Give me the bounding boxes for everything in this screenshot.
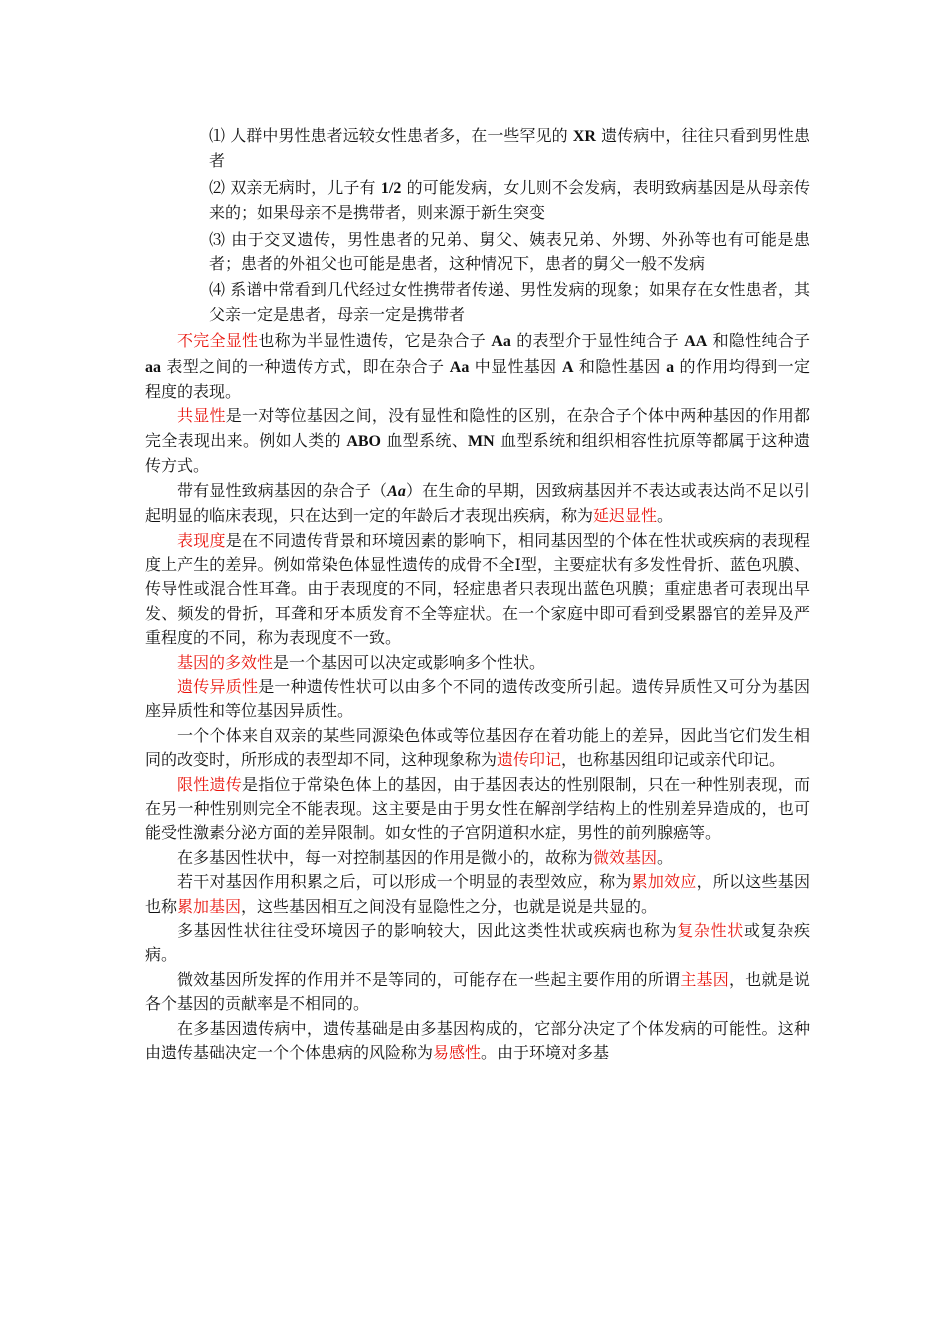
term-highlight: 限性遗传	[177, 774, 242, 794]
list-marker: ⑷	[209, 280, 226, 300]
list-item: ⑷ 系谱中常看到几代经过女性携带者传递、男性发病的现象；如果存在女性患者，其父亲一定是患者，母亲一定是携带者	[209, 280, 810, 324]
term-highlight: 共显性	[177, 406, 226, 426]
term-highlight: 微效基因	[593, 847, 658, 867]
term-highlight: 遗传印记	[497, 750, 562, 770]
paragraph-imprinting: 一个个体来自双亲的某些同源染色体或等位基因存在着功能上的差异，因此当它们发生相同的改变时，所形成的表型却不同，这种现象称为遗传印记，也称基因组印记或亲代印记。	[145, 725, 810, 770]
paragraph-sex-limited: 限性遗传是指位于常染色体上的基因，由于基因表达的性别限制，只在一种性别表现，而在另一种性别则完全不能表现。这主要是由于男女性在解剖学结构上的性别差异造成的，也可能受性激素分泌方面的差异限制。如女性的子宫阴道积水症，男性的前列腺癌等。	[145, 774, 810, 843]
paragraph-major-gene: 微效基因所发挥的作用并不是等同的，可能存在一些起主要作用的所谓主基因，也就是说各个基因的贡献率是不相同的。	[145, 969, 810, 1014]
term-highlight: 累加基因	[177, 896, 242, 916]
paragraph-delayed-dominance: 带有显性致病基因的杂合子（Aa）在生命的早期，因致病基因并不表达或表达尚不足以引起明显的临床表现，只在达到一定的年龄后才表现出疾病，称为延迟显性。	[145, 480, 810, 526]
paragraph-expressivity: 表现度是在不同遗传背景和环境因素的影响下，相同基因型的个体在性状或疾病的表现程度上产生的差异。例如常染色体显性遗传的成骨不全Ⅰ型，主要症状有多发性骨折、蓝色巩膜、传导性或混合性耳聋。由于表现度的不同，轻症患者只表现出蓝色巩膜；重症患者可表现出早发、频发的骨折，耳聋和牙本质发育不全等症状。在一个家庭中即可看到受累器官的差异及严重程度的不同，称为表现度不一致。	[145, 530, 810, 648]
paragraph-incomplete-dominance: 不完全显性也称为半显性遗传，它是杂合子 Aa 的表型介于显性纯合子 AA 和隐性纯合子 aa 表型之间的一种遗传方式，即在杂合子 Aa 中显性基因 A 和隐性基因 a 的作用均得到一定程度的表现。	[145, 331, 810, 402]
list-item: ⑴ 人群中男性患者远较女性患者多，在一些罕见的 XR 遗传病中，往往只看到男性患者	[209, 126, 810, 171]
paragraph-pleiotropy: 基因的多效性是一个基因可以决定或影响多个性状。	[177, 652, 546, 672]
paragraph-codominance: 共显性是一对等位基因之间，没有显性和隐性的区别，在杂合子个体中两种基因的作用都完全表现出来。例如人类的 ABO 血型系统、MN 血型系统和组织相容性抗原等都属于这种遗传方式。	[145, 406, 810, 476]
term-highlight: 复杂性状	[677, 921, 744, 940]
term-highlight: 易感性	[433, 1043, 482, 1063]
document-page	[145, 124, 810, 1065]
term-highlight: 不完全显性	[177, 331, 259, 351]
list-marker: ⑶	[209, 229, 226, 249]
term-highlight: 累加效应	[631, 872, 697, 892]
paragraph-minor-genes: 在多基因性状中，每一对控制基因的作用是微小的，故称为微效基因。	[177, 847, 674, 867]
paragraph-additive: 若干对基因作用积累之后，可以形成一个明显的表型效应，称为累加效应，所以这些基因也称累加基因，这些基因相互之间没有显隐性之分，也就是说是共显的。	[145, 872, 810, 916]
list-marker: ⑵	[209, 177, 226, 197]
paragraph-susceptibility: 在多基因遗传病中，遗传基础是由多基因构成的，它部分决定了个体发病的可能性。这种由遗传基础决定一个个体患病的风险称为易感性。由于环境对多基	[145, 1018, 810, 1063]
list-item: ⑶ 由于交叉遗传，男性患者的兄弟、舅父、姨表兄弟、外甥、外孙等也有可能是患者；患者的外祖父也可能是患者，这种情况下，患者的舅父一般不发病	[209, 229, 810, 274]
list-marker: ⑴	[209, 126, 226, 145]
term-highlight: 遗传异质性	[177, 676, 259, 696]
term-highlight: 表现度	[177, 530, 226, 550]
paragraph-heterogeneity: 遗传异质性是一种遗传性状可以由多个不同的遗传改变所引起。遗传异质性又可分为基因座异质性和等位基因异质性。	[145, 676, 810, 721]
paragraph-complex-traits: 多基因性状往往受环境因子的影响较大，因此这类性状或疾病也称为复杂性状或复杂疾病。	[145, 921, 810, 965]
term-highlight: 基因的多效性	[177, 652, 274, 672]
list-item: ⑵ 双亲无病时，儿子有 1/2 的可能发病，女儿则不会发病，表明致病基因是从母亲传来的；如果母亲不是携带者，则来源于新生突变	[209, 177, 810, 223]
term-highlight: 主基因	[680, 969, 730, 989]
term-highlight: 延迟显性	[593, 506, 658, 526]
